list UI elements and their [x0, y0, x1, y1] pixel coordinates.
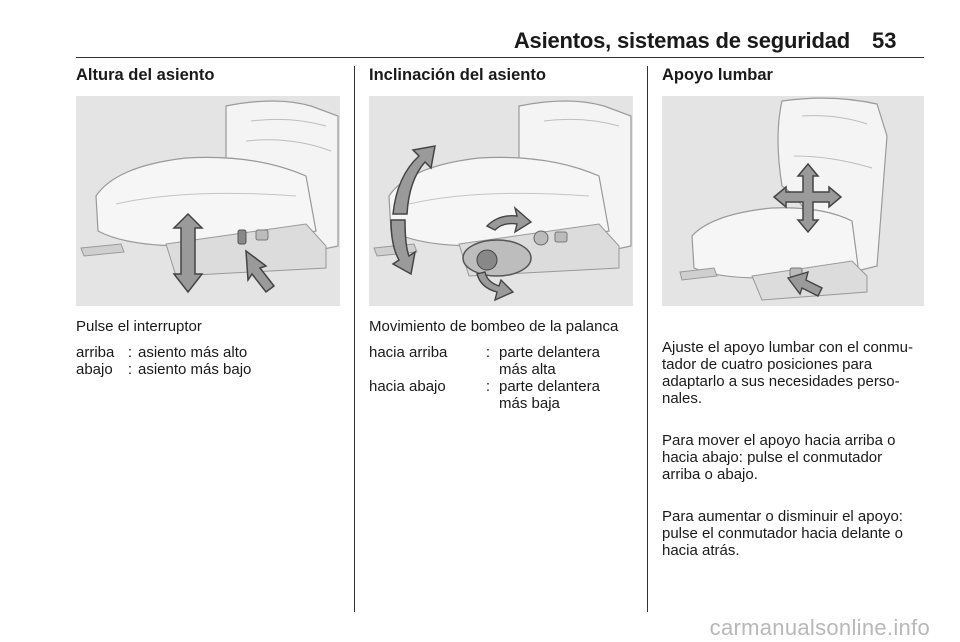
option-value-line: parte delantera: [499, 344, 600, 361]
option-key: hacia abajo: [369, 378, 446, 395]
seat-height-options: [76, 344, 251, 378]
option-row: [76, 344, 251, 361]
option-value: asiento más alto: [138, 344, 248, 361]
option-row: [369, 344, 600, 378]
option-separator: :: [485, 344, 491, 361]
seat-height-illustration: [76, 96, 340, 306]
option-separator: :: [485, 378, 491, 395]
seat-tilt-illustration: [369, 96, 633, 306]
option-key: hacia arriba: [369, 344, 448, 361]
option-value: [499, 378, 600, 412]
lumbar-support-text: [662, 322, 932, 584]
section-seat-height-heading: [76, 66, 214, 84]
page-number: 53: [872, 28, 897, 53]
option-row: [369, 378, 600, 412]
option-value: asiento más bajo: [138, 361, 252, 378]
paragraph: Para aumentar o disminuir el apoyo: pulse el conmutador hacia delante o hacia atrás.: [662, 508, 903, 559]
paragraph: Para mover el apoyo hacia arriba o hacia abajo: pulse el conmutador arriba o abajo.: [662, 432, 896, 483]
watermark-text: carmanualsonline.info: [709, 615, 930, 640]
option-separator: :: [127, 361, 133, 378]
option-value-line: más baja: [499, 395, 560, 412]
section-title: Inclinación del asiento: [369, 66, 546, 84]
option-row: [76, 361, 251, 378]
column-divider: [647, 66, 648, 612]
seat-tilt-text: [369, 318, 639, 343]
option-key: abajo: [76, 361, 113, 378]
section-title: Altura del asiento: [76, 66, 215, 84]
option-separator: :: [127, 344, 133, 361]
paragraph: Ajuste el apoyo lumbar con el conmu- tador de cuatro posiciones para adaptarlo a sus necesidades perso- nales.: [662, 339, 913, 407]
section-lumbar-support-heading: [662, 66, 773, 84]
instruction-text: Movimiento de bombeo de la palanca: [369, 318, 619, 335]
option-value: [499, 344, 600, 378]
seat-height-text: [76, 318, 344, 343]
lumbar-support-illustration: [662, 96, 924, 306]
column-divider: [354, 66, 355, 612]
section-seat-tilt-heading: [369, 66, 546, 84]
header-rule: [76, 57, 924, 58]
instruction-text: Pulse el interruptor: [76, 318, 202, 335]
section-title: Apoyo lumbar: [662, 66, 773, 84]
option-value-line: parte delantera: [499, 378, 600, 395]
seat-tilt-options: [369, 344, 600, 412]
page-header-title: Asientos, sistemas de seguridad: [513, 28, 850, 53]
option-value-line: más alta: [499, 361, 556, 378]
option-key: arriba: [76, 344, 115, 361]
